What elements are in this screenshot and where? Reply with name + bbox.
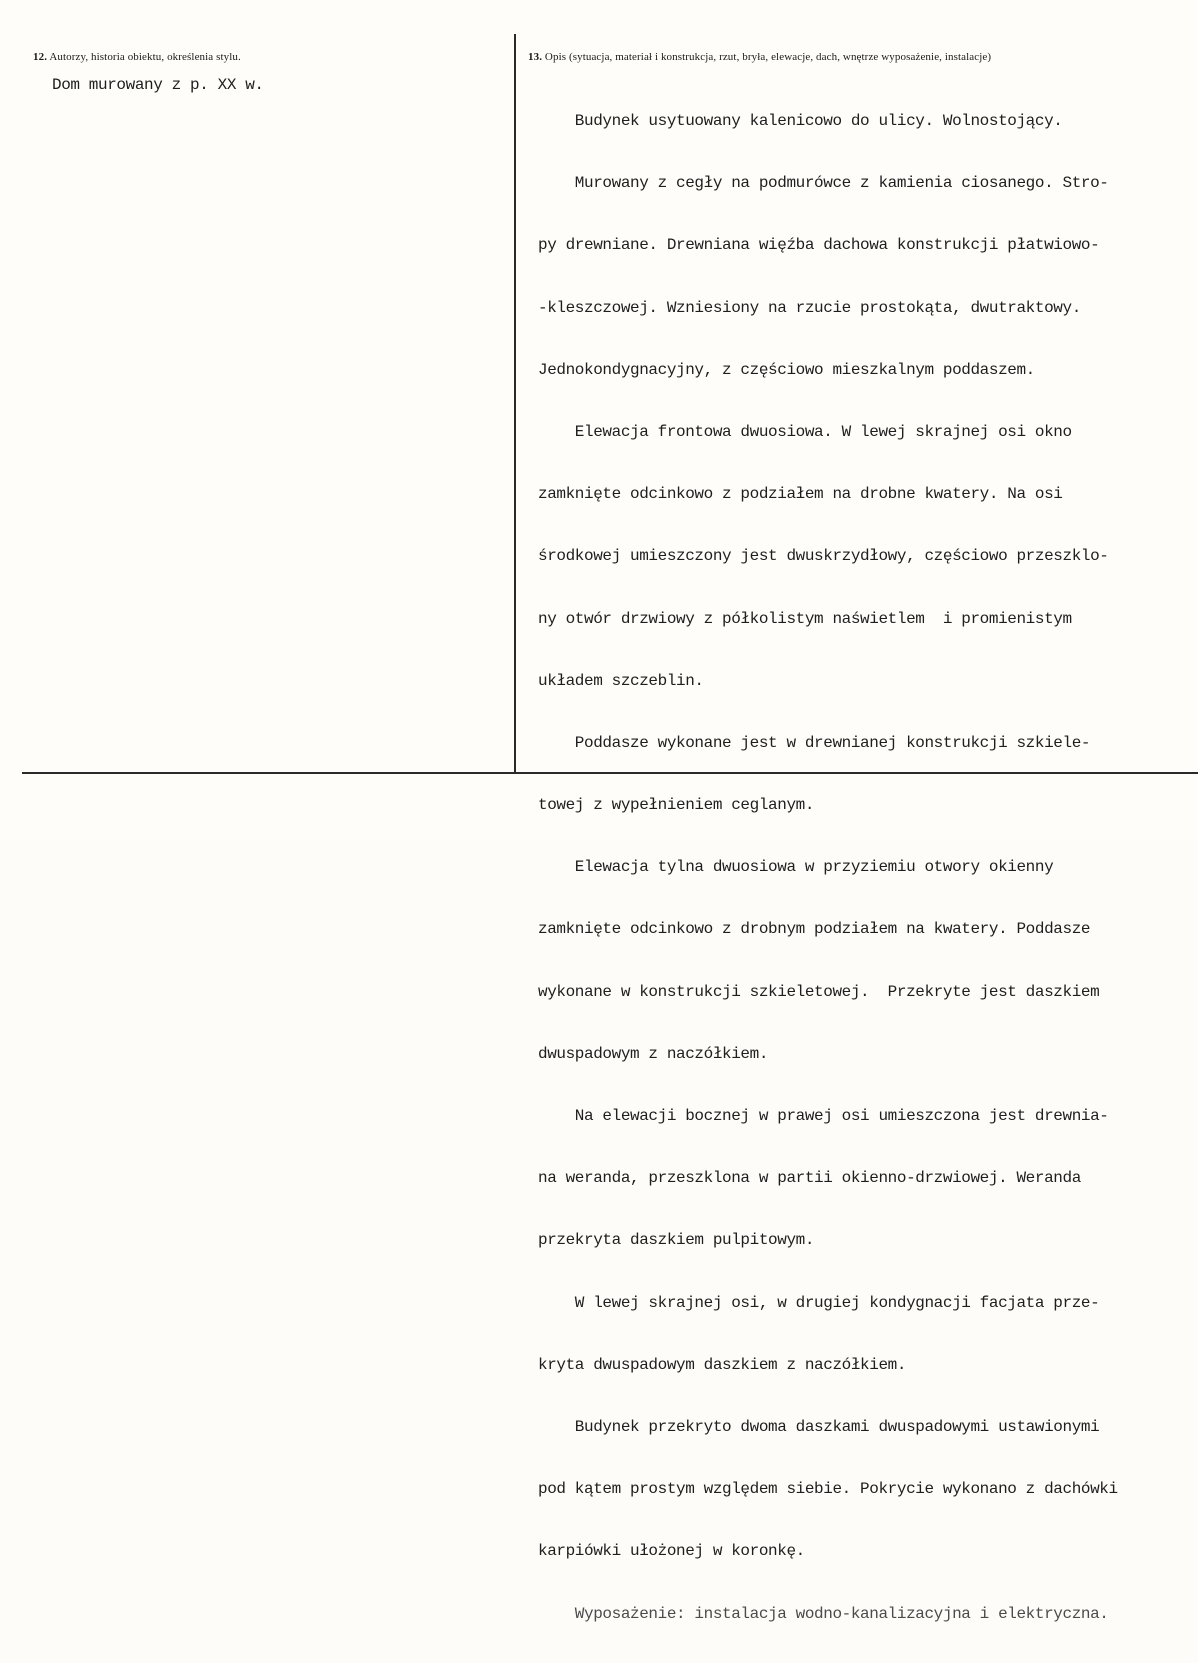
body-line: ny otwór drzwiowy z półkolistym naświetlem i promienistym [538,609,1072,628]
body-line: Poddasze wykonane jest w drewnianej konstrukcji szkiele- [538,733,1091,752]
body-line: Elewacja tylna dwuosiowa w przyziemiu otwory okienny [538,858,1054,877]
body-line: Budynek przekryto dwoma daszkami dwuspadowymi ustawionymi [538,1417,1100,1436]
body-line: przekryta daszkiem pulpitowym. [538,1231,815,1250]
section-12-content: Dom murowany z p. XX w. [52,76,264,94]
body-line: Jednokondygnacyjny, z częściowo mieszkalnym poddaszem. [538,360,1035,379]
body-line: zamknięte odcinkowo z podziałem na drobne kwatery. Na osi [538,485,1063,504]
body-line: Na elewacji bocznej w prawej osi umieszczona jest drewnia- [538,1107,1109,1125]
section-12-title: Autorzy, historia obiektu, określenia stylu. [49,51,241,63]
body-line: wykonane w konstrukcji szkieletowej. Przekryte jest daszkiem [538,982,1100,1001]
body-line: na weranda, przeszklona w partii okienno-drzwiowej. Weranda [538,1169,1081,1188]
body-line: kryta dwuspadowym daszkiem z naczółkiem. [538,1355,907,1374]
body-line: zamknięte odcinkowo z drobnym podziałem na kwatery. Poddasze [538,920,1091,939]
column-divider [514,34,516,772]
body-line: Murowany z cegły na podmurówce z kamienia ciosanego. Stro- [538,174,1109,193]
body-line: Elewacja frontowa dwuosiowa. W lewej skrajnej osi okno [538,422,1072,441]
body-line: środkowej umieszczony jest dwuskrzydłowy, częściowo przeszklo- [538,547,1109,566]
body-line: pod kątem prostym względem siebie. Pokrycie wykonano z dachówki [538,1480,1118,1499]
body-line: układem szczeblin. [538,671,704,690]
section-13-title: Opis (sytuacja, materiał i konstrukcja, rzut, bryła, elewacje, dach, wnętrze wyposażenie, instalacje) [544,51,992,63]
body-line: Budynek usytuowany kalenicowo do ulicy. Wolnostojący. [538,112,1063,130]
section-13-heading [528,51,991,63]
section-12-heading [33,51,241,63]
body-line: W lewej skrajnej osi, w drugiej kondygnacji facjata prze- [538,1293,1100,1312]
body-line: Wyposażenie: instalacja wodno-kanalizacyjna i elektryczna. [538,1604,1109,1623]
section-13-body [538,72,1118,1663]
bottom-divider [22,772,1198,774]
body-line: dwuspadowym z naczółkiem. [538,1044,769,1063]
body-line: karpiówki ułożonej w koronkę. [538,1542,805,1561]
section-13-number: 13. [528,51,543,63]
body-line: py drewniane. Drewniana więźba dachowa konstrukcji płatwiowo- [538,236,1100,255]
body-line: -kleszczowej. Wzniesiony na rzucie prostokąta, dwutraktowy. [538,298,1081,317]
body-line: towej z wypełnieniem ceglanym. [538,796,815,815]
section-12-number: 12. [33,51,48,63]
